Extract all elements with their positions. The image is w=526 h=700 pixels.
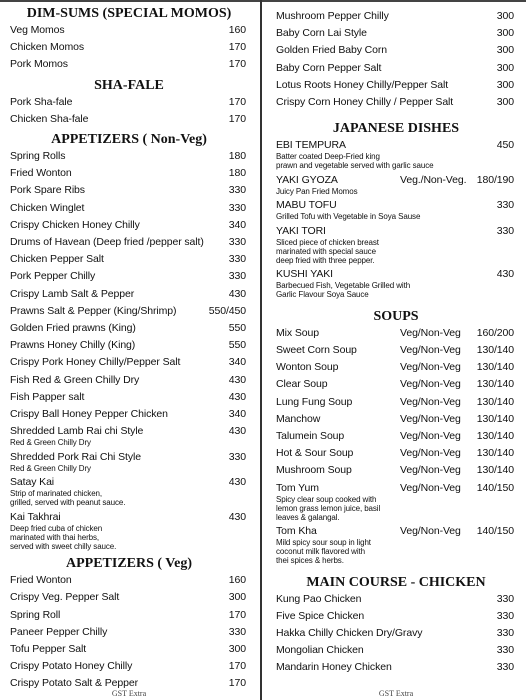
menu-item-mongolian-chicken <box>276 644 514 657</box>
item-description <box>276 152 514 170</box>
item-price: 330 <box>496 224 514 237</box>
menu-item-clear-soup <box>276 378 514 391</box>
item-price: 170 <box>228 677 246 690</box>
item-price: 330 <box>496 661 514 674</box>
item-price: 130/140 <box>476 378 514 391</box>
item-name: Satay Kai <box>10 476 55 489</box>
menu-item-fried-wonton <box>10 167 246 180</box>
item-name: Chicken Momos <box>10 41 84 54</box>
menu-item-chicken-pepper-salt <box>10 253 246 266</box>
item-name: Mongolian Chicken <box>276 644 364 657</box>
item-price: 330 <box>228 270 246 283</box>
item-name: Fish Red & Green Chilly Dry <box>10 373 140 386</box>
item-name: Prawns Honey Chilly (King) <box>10 339 136 352</box>
menu-item-fried-wonton <box>10 574 246 587</box>
item-price: 330 <box>228 236 246 248</box>
item-price: 300 <box>496 10 514 22</box>
item-price: 330 <box>496 609 514 622</box>
menu-item-lotus-roots-honey-chilly-pepper-salt <box>276 79 514 92</box>
menu-item-five-spice-chicken <box>276 610 514 623</box>
item-price: 550 <box>228 339 246 352</box>
section-title-soups: SOUPS <box>373 308 419 324</box>
menu-item-crispy-ball-honey-pepper-chicken <box>10 408 246 421</box>
menu-item-sweet-corn-soup <box>276 344 514 357</box>
item-variant: Veg/Non-Veg <box>400 361 461 374</box>
description-line: Garlic Flavour Soya Sauce <box>276 290 369 300</box>
item-variant: Veg/Non-Veg <box>400 429 461 442</box>
item-name: Pork Momos <box>10 58 68 71</box>
item-price: 430 <box>496 268 514 281</box>
item-name: Spring Rolls <box>10 150 66 162</box>
menu-item-prawns-honey-chilly-king <box>10 339 246 352</box>
item-description <box>276 187 514 196</box>
menu-item-kai-takhrai <box>10 511 246 551</box>
section-title-appetizers-non-veg: APPETIZERS ( Non-Veg) <box>51 132 207 147</box>
section-title-sha-fale: SHA-FALE <box>94 77 164 93</box>
item-name: Fried Wonton <box>10 167 72 180</box>
item-name: Drums of Havean (Deep fried /pepper salt) <box>10 236 204 248</box>
description-line: Grilled Tofu with Vegetable in Soya Sause <box>276 212 421 222</box>
description-line: coconut milk flavored with <box>276 547 365 556</box>
description-line: Red & Green Chilly Dry <box>10 438 91 448</box>
item-description <box>10 438 246 447</box>
item-name: Prawns Salt & Pepper (King/Shrimp) <box>10 304 177 317</box>
item-price: 170 <box>228 660 246 673</box>
item-description <box>276 538 514 565</box>
description-line: marinated with thai herbs, <box>10 532 100 542</box>
item-name: Crispy Ball Honey Pepper Chicken <box>10 408 168 420</box>
description-line: grilled, served with peanut sauce. <box>10 498 126 508</box>
item-description <box>10 464 246 473</box>
menu-item-pork-pepper-chilly <box>10 270 246 283</box>
item-name: Hot & Sour Soup <box>276 447 354 460</box>
item-price: 160 <box>228 24 246 36</box>
footer-gst: GST Extra <box>378 689 414 698</box>
menu-item-manchow <box>276 413 514 426</box>
item-name: Crispy Veg. Pepper Salt <box>10 591 120 604</box>
item-name: Shredded Pork Rai Chi Style <box>10 450 141 463</box>
item-name: Pork Sha-fale <box>10 95 73 108</box>
menu-item-spring-roll <box>10 609 246 622</box>
item-price: 330 <box>228 625 246 638</box>
item-variant: Veg/Non-Veg <box>400 412 461 425</box>
item-price: 430 <box>228 287 246 300</box>
item-name: Crispy Potato Salt & Pepper <box>10 677 139 690</box>
menu-item-crispy-pork-honey-chilly-pepper-salt <box>10 356 246 369</box>
description-line: served with sweet chilly sauce. <box>10 541 117 551</box>
menu-item-baby-corn-pepper-salt <box>276 62 514 75</box>
item-price: 550/450 <box>208 304 246 317</box>
item-price: 340 <box>228 356 246 369</box>
description-line: thei spices & herbs. <box>276 556 344 565</box>
description-line: Batter coated Deep-Fried king <box>276 152 380 162</box>
description-line: Barbecued Fish, Vegetable Grilled with <box>276 281 411 291</box>
item-name: Baby Corn Pepper Salt <box>276 61 382 74</box>
item-price: 340 <box>228 218 246 231</box>
menu-item-mushroom-soup <box>276 464 514 477</box>
item-variant: Veg/Non-Veg <box>400 326 461 339</box>
item-name: Sweet Corn Soup <box>276 343 357 356</box>
menu-item-mix-soup <box>276 327 514 340</box>
item-price: 180 <box>228 167 246 180</box>
menu-item-crispy-lamb-salt-pepper <box>10 288 246 301</box>
item-name: Golden Fried prawns (King) <box>10 322 136 334</box>
menu-item-fish-papper-salt <box>10 391 246 404</box>
item-name: MABU TOFU <box>276 199 337 212</box>
column-divider <box>260 0 262 700</box>
item-name: YAKI GYOZA <box>276 173 338 186</box>
item-price: 330 <box>496 644 514 657</box>
item-price: 330 <box>228 184 246 197</box>
item-name: Mushroom Soup <box>276 464 352 477</box>
item-name: Crispy Lamb Salt & Pepper <box>10 287 135 300</box>
menu-item-spring-rolls <box>10 150 246 163</box>
item-price: 340 <box>228 408 246 420</box>
description-line: Strip of marinated chicken, <box>10 489 103 499</box>
item-name: EBI TEMPURA <box>276 139 346 152</box>
item-name: Crispy Pork Honey Chilly/Pepper Salt <box>10 356 181 369</box>
menu-item-veg-momos <box>10 24 246 37</box>
description-line: prawn and vegetable served with garlic sauce <box>276 161 434 171</box>
item-name: Lotus Roots Honey Chilly/Pepper Salt <box>276 78 449 91</box>
item-description <box>276 238 514 265</box>
item-price: 160 <box>228 574 246 587</box>
item-price: 430 <box>228 425 246 438</box>
item-description <box>276 281 514 299</box>
item-price: 300 <box>496 96 514 108</box>
item-variant: Veg/Non-Veg <box>400 343 461 356</box>
item-price: 430 <box>228 476 246 489</box>
item-price: 130/140 <box>476 343 514 356</box>
item-name: Kai Takhrai <box>10 510 61 523</box>
menu-item-yaki-tori <box>276 225 514 265</box>
item-variant: Veg/Non-Veg <box>400 447 461 460</box>
description-line: deep fried with three pepper. <box>276 255 375 265</box>
item-price: 550 <box>228 322 246 334</box>
menu-item-tofu-pepper-salt <box>10 643 246 656</box>
item-price: 140/150 <box>476 525 514 537</box>
item-price: 330 <box>496 592 514 605</box>
description-line: leaves & galangal. <box>276 512 340 522</box>
menu-item-crispy-potato-honey-chilly <box>10 660 246 673</box>
item-price: 130/140 <box>476 429 514 442</box>
item-description <box>276 495 514 522</box>
item-price: 330 <box>496 626 514 639</box>
description-line: Juicy Pan Fried Momos <box>276 186 358 196</box>
item-price: 180 <box>228 150 246 162</box>
menu-item-paneer-pepper-chilly <box>10 626 246 639</box>
description-line: Red & Green Chilly Dry <box>10 463 91 473</box>
section-title-japanese-dishes: JAPANESE DISHES <box>332 121 460 137</box>
item-price: 160/200 <box>476 326 514 339</box>
item-name: Kung Pao Chicken <box>276 592 362 605</box>
item-price: 170 <box>228 41 246 54</box>
item-price: 330 <box>228 253 246 266</box>
item-price: 330 <box>228 450 246 463</box>
description-line: Mild spicy sour soup in light <box>276 538 371 547</box>
item-price: 430 <box>228 373 246 386</box>
item-price: 130/140 <box>476 464 514 477</box>
item-price: 330 <box>228 201 246 214</box>
menu-item-pork-momos <box>10 58 246 71</box>
section-title-appetizers-veg: APPETIZERS ( Veg) <box>65 556 193 572</box>
item-name: Talumein Soup <box>276 429 345 442</box>
menu-item-mabu-tofu <box>276 199 514 221</box>
item-name: Fried Wonton <box>10 574 72 587</box>
item-name: Mix Soup <box>276 326 319 339</box>
item-name: KUSHI YAKI <box>276 268 333 281</box>
item-name: Fish Papper salt <box>10 390 85 403</box>
description-line: Sliced piece of chicken breast <box>276 237 379 247</box>
item-name: Baby Corn Lai Style <box>276 27 367 40</box>
menu-item-yaki-gyoza <box>276 174 514 196</box>
item-name: Chicken Winglet <box>10 201 85 214</box>
menu-item-mandarin-honey-chicken <box>276 661 514 674</box>
item-price: 330 <box>496 199 514 212</box>
menu-item-shredded-pork-rai-chi-style <box>10 451 246 473</box>
menu-item-tom-yum <box>276 482 514 522</box>
menu-item-chicken-momos <box>10 41 246 54</box>
item-price: 130/140 <box>476 395 514 408</box>
item-price: 130/140 <box>476 412 514 425</box>
description-line: Spicy clear soup cooked with <box>276 494 377 504</box>
item-price: 300 <box>496 78 514 91</box>
menu-item-kung-pao-chicken <box>276 593 514 606</box>
item-name: Mushroom Pepper Chilly <box>276 10 389 22</box>
item-price: 170 <box>228 608 246 621</box>
item-variant: Veg/Non-Veg <box>400 395 461 408</box>
item-name: Veg Momos <box>10 24 65 36</box>
menu-item-kushi-yaki <box>276 268 514 299</box>
menu-item-baby-corn-lai-style <box>276 27 514 40</box>
item-name: Clear Soup <box>276 378 328 391</box>
item-price: 300 <box>228 643 246 655</box>
item-price: 450 <box>496 139 514 152</box>
menu-item-golden-fried-prawns-king <box>10 322 246 335</box>
menu-item-hakka-chilly-chicken-dry-gravy <box>276 627 514 640</box>
menu-item-drums-of-havean-deep-fried-pepper-salt <box>10 236 246 249</box>
footer-gst: GST Extra <box>111 689 147 698</box>
right-column <box>266 0 526 700</box>
section-title-main-course-chicken: MAIN COURSE - CHICKEN <box>306 574 486 590</box>
item-name: Paneer Pepper Chilly <box>10 625 108 638</box>
item-price: 430 <box>228 510 246 523</box>
item-name: Mandarin Honey Chicken <box>276 661 392 674</box>
item-name: Crispy Potato Honey Chilly <box>10 660 133 673</box>
menu-item-pork-sha-fale <box>10 96 246 109</box>
menu-item-chicken-sha-fale <box>10 113 246 126</box>
section-title-dim-sums-special-momos: DIM-SUMS (SPECIAL MOMOS) <box>26 6 232 21</box>
item-name: Crispy Chicken Honey Chilly <box>10 218 140 231</box>
item-name: YAKI TORI <box>276 224 326 237</box>
item-name: Spring Roll <box>10 608 61 621</box>
item-name: Chicken Pepper Salt <box>10 253 104 266</box>
item-price: 170 <box>228 58 246 71</box>
menu-item-shredded-lamb-rai-chi-style <box>10 425 246 447</box>
menu-item-satay-kai <box>10 476 246 507</box>
menu-item-hot-sour-soup <box>276 447 514 460</box>
item-price: 300 <box>228 591 246 604</box>
description-line: Deep fried cuba of chicken <box>10 523 103 533</box>
item-name: Lung Fung Soup <box>276 395 353 408</box>
item-price: 430 <box>228 390 246 403</box>
menu-item-talumein-soup <box>276 430 514 443</box>
item-name: Golden Fried Baby Corn <box>276 44 388 57</box>
menu-item-lung-fung-soup <box>276 396 514 409</box>
description-line: lemon grass lemon juice, basil <box>276 503 381 513</box>
item-variant: Veg./Non-Veg. <box>400 173 467 186</box>
menu-item-ebi-tempura <box>276 139 514 170</box>
item-variant: Veg/Non-Veg <box>400 525 461 537</box>
item-variant: Veg/Non-Veg <box>400 378 461 391</box>
item-variant: Veg/Non-Veg <box>400 481 461 494</box>
item-price: 300 <box>496 44 514 57</box>
item-name: Hakka Chilly Chicken Dry/Gravy <box>276 626 423 639</box>
item-name: Tom Yum <box>276 481 319 494</box>
item-name: Pork Spare Ribs <box>10 184 85 197</box>
item-name: Tofu Pepper Salt <box>10 643 87 655</box>
item-price: 180/190 <box>476 173 514 186</box>
menu-item-wonton-soup <box>276 361 514 374</box>
item-name: Wonton Soup <box>276 361 339 374</box>
menu-item-crispy-veg-pepper-salt <box>10 591 246 604</box>
item-description <box>10 524 246 551</box>
menu-item-crispy-chicken-honey-chilly <box>10 219 246 232</box>
item-name: Crispy Corn Honey Chilly / Pepper Salt <box>276 96 454 108</box>
item-price: 130/140 <box>476 361 514 374</box>
item-price: 170 <box>228 95 246 108</box>
item-price: 170 <box>228 112 246 125</box>
item-name: Chicken Sha-fale <box>10 112 89 125</box>
menu-item-chicken-winglet <box>10 202 246 215</box>
menu-item-prawns-salt-pepper-king-shrimp <box>10 305 246 318</box>
menu-item-mushroom-pepper-chilly <box>276 10 514 23</box>
item-variant: Veg/Non-Veg <box>400 464 461 477</box>
menu-item-golden-fried-baby-corn <box>276 44 514 57</box>
item-description <box>276 212 514 221</box>
menu-item-pork-spare-ribs <box>10 184 246 197</box>
item-name: Tom Kha <box>276 525 317 537</box>
item-description <box>10 489 246 507</box>
item-name: Manchow <box>276 412 321 425</box>
menu-item-tom-kha <box>276 525 514 565</box>
item-name: Five Spice Chicken <box>276 609 365 622</box>
description-line: marinated with special sauce <box>276 246 376 256</box>
item-price: 130/140 <box>476 447 514 460</box>
left-column <box>0 0 258 700</box>
menu-item-crispy-corn-honey-chilly-pepper-salt <box>276 96 514 109</box>
item-price: 300 <box>496 61 514 74</box>
item-price: 140/150 <box>476 481 514 494</box>
item-name: Pork Pepper Chilly <box>10 270 96 283</box>
menu-item-fish-red-green-chilly-dry <box>10 374 246 387</box>
item-name: Shredded Lamb Rai chi Style <box>10 425 144 438</box>
item-price: 300 <box>496 27 514 40</box>
